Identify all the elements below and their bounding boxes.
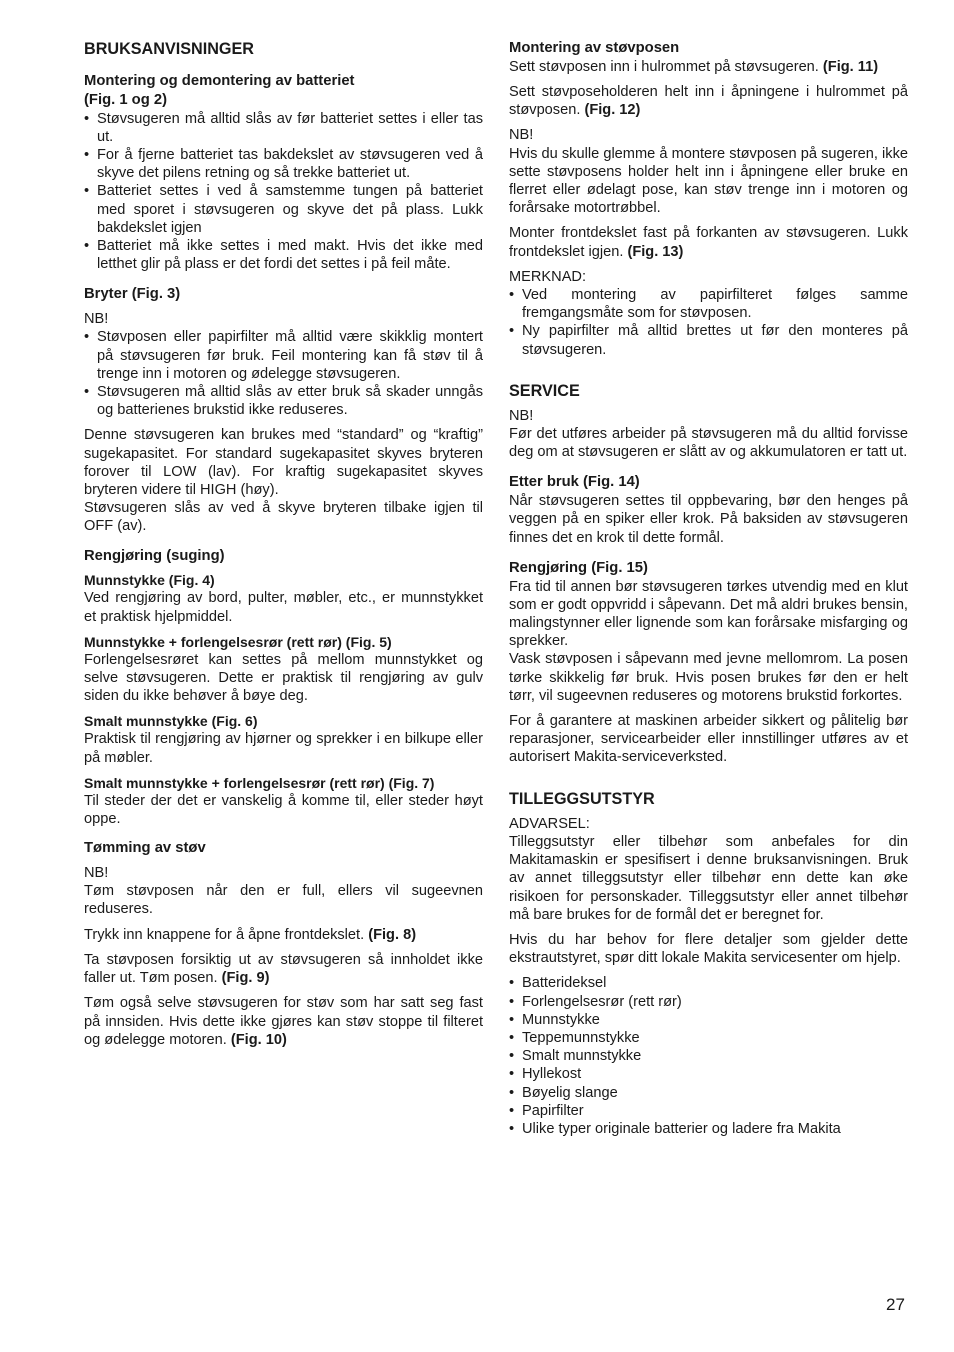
narrow-nozzle-extension-text: Til steder der det er vanskelig å komme til, eller steder høyt oppe. bbox=[84, 792, 483, 828]
list-item: • For å fjerne batteriet tas bakdekslet av støvsugeren ved å skyve det pilens retning og så trekke batteriet ut. bbox=[84, 146, 483, 182]
switch-paragraph: Denne støvsugeren kan brukes med “standard” og “kraftig” sugekapasitet. For standard sugekapasitet skyves bryteren forover til LOW (lav). For kraftig sugekapasitet skyves bryteren videre til HIGH (høy). bbox=[84, 427, 483, 499]
bag-nb-text: Hvis du skulle glemme å montere støvposen på sugeren, ikke sette støvposens holder helt inn i åpningene eller bruke en flerret eller ødelagt pose, kan støv trenge inn i motoren og forårsake motortrøbbel. bbox=[509, 145, 908, 217]
list-item: • Støvposen eller papirfilter må alltid være skikklig montert på støvsugeren før bruk. Feil montering kan få støv til å trenge inn i motoren og ødelegge støvsugeren. bbox=[84, 328, 483, 383]
emptying-nb-text: Tøm støvposen når den er full, ellers vil sugeevnen reduseres. bbox=[84, 883, 483, 918]
list-item: • Papirfilter bbox=[509, 1102, 908, 1120]
warning-label: ADVARSEL: bbox=[509, 815, 590, 832]
nozzle-text: Ved rengjøring av bord, pulter, møbler, etc., er munnstykket et praktisk hjelpmiddel. bbox=[84, 590, 483, 625]
list-item: • Munnstykke bbox=[509, 1011, 908, 1029]
nozzle-extension-text: Forlengelsesrøret kan settes på mellom munnstykket og selve støvsugeren. Dette er praktisk til rengjøring av gulv siden du ikke behøver å bøye deg. bbox=[84, 651, 483, 705]
figure-reference: (Fig. 11) bbox=[822, 58, 879, 75]
narrow-nozzle-extension-heading: Smalt munnstykke + forlengelsesrør (rett rør) (Fig. 7) bbox=[84, 774, 435, 791]
accessory-list bbox=[509, 974, 908, 1138]
step-text: Sett støvposeholderen helt inn i åpningene i hulrommet på støvposen. bbox=[509, 84, 908, 119]
list-item: • Ulike typer originale batterier og ladere fra Makita bbox=[509, 1120, 908, 1138]
right-column bbox=[509, 39, 908, 1138]
step-text: Sett støvposen inn i hulrommet på støvsugeren. bbox=[509, 58, 819, 75]
step-text: Tøm også selve støvsugeren for støv som har satt seg fast på innsiden. Hvis dette ikke gjøres kan støv stoppe til filteret og ødelegge motoren. bbox=[84, 995, 483, 1048]
list-item: • Teppemunnstykke bbox=[509, 1029, 908, 1047]
battery-bullets bbox=[84, 110, 483, 274]
step-text: Monter frontdekslet fast på forkanten av støvsugeren. Lukk frontdekslet igjen. bbox=[509, 225, 908, 260]
left-column bbox=[84, 39, 483, 1049]
list-item: • Hyllekost bbox=[509, 1065, 908, 1083]
bag-step-1 bbox=[509, 58, 908, 76]
service-nb-text: Før det utføres arbeider på støvsugeren må du alltid forvisse deg om at støvsugeren er slått av og akkumulatoren er tatt ut. bbox=[509, 426, 908, 461]
cleaning-text-2: Vask støvposen i såpevann med jevne mellomrom. La posen tørke skikkelig før bruk. Hvis posen brukes før den er helt tørr, vil sugeevnen reduseres og motorens brukstid forkortes. bbox=[509, 651, 908, 704]
list-item: • Batteriet settes i ved å samstemme tungen på batteriet med sporet i støvsugeren og skyve det på plass. Lukk bakdekslet igjen bbox=[84, 182, 483, 237]
list-item: • Støvsugeren må alltid slås av etter bruk så skader unngås og batterienes brukstid ikke reduseres. bbox=[84, 383, 483, 419]
cleaning-heading: Rengjøring (suging) bbox=[84, 547, 225, 564]
after-use-heading: Etter bruk (Fig. 14) bbox=[509, 474, 640, 491]
list-item: • Batteriet må ikke settes i med makt. Hvis det ikke med letthet glir på plass er det fordi det settes i på feil måte. bbox=[84, 237, 483, 273]
narrow-nozzle-heading: Smalt munnstykke (Fig. 6) bbox=[84, 713, 258, 730]
cleaning-fig-heading: Rengjøring (Fig. 15) bbox=[509, 559, 648, 576]
figure-reference: (Fig. 13) bbox=[627, 243, 684, 260]
list-item: • Forlengelsesrør (rett rør) bbox=[509, 993, 908, 1011]
emptying-heading: Tømming av støv bbox=[84, 840, 206, 857]
bag-note-bullets bbox=[509, 286, 908, 359]
battery-heading-fig: (Fig. 1 og 2) bbox=[84, 91, 168, 108]
help-text: Hvis du har behov for flere detaljer som gjelder dette ekstrautstyret, spør ditt lokale Makita servicesenter om hjelp. bbox=[509, 931, 908, 967]
switch-off-paragraph: Støvsugeren slås av ved å skyve bryteren tilbake igjen til OFF (av). bbox=[84, 500, 483, 535]
emptying-nb: NB! bbox=[84, 865, 109, 882]
emptying-step-1 bbox=[84, 926, 483, 944]
bag-nb: NB! bbox=[509, 127, 534, 144]
list-item: • Ved montering av papirfilteret følges samme fremgangsmåte som for støvposen. bbox=[509, 286, 908, 322]
figure-reference: (Fig. 10) bbox=[230, 1031, 287, 1048]
emptying-step-2 bbox=[84, 951, 483, 987]
page-number: 27 bbox=[886, 1295, 905, 1314]
list-item: • Smalt munnstykke bbox=[509, 1047, 908, 1065]
figure-reference: (Fig. 8) bbox=[368, 926, 417, 943]
list-item: • Støvsugeren må alltid slås av før batteriet settes i eller tas ut. bbox=[84, 110, 483, 146]
bag-step-3 bbox=[509, 224, 908, 260]
cleaning-text-1: Fra tid til annen bør støvsugeren tørkes utvendig med en klut som er godt oppvridd i såpevann. Det må aldri brukes bensin, malingstynner eller lignende som kan forårsake misfarging og sprekker. bbox=[509, 578, 908, 650]
list-item: • Bøyelig slange bbox=[509, 1084, 908, 1102]
nozzle-heading: Munnstykke (Fig. 4) bbox=[84, 572, 215, 589]
service-nb: NB! bbox=[509, 407, 534, 424]
switch-heading: Bryter (Fig. 3) bbox=[84, 286, 181, 303]
step-text: Trykk inn knappene for å åpne frontdekslet. bbox=[84, 926, 365, 943]
narrow-nozzle-text: Praktisk til rengjøring av hjørner og sprekker i en bilkupe eller på møbler. bbox=[84, 731, 483, 766]
figure-reference: (Fig. 12) bbox=[584, 102, 641, 119]
bag-step-2 bbox=[509, 83, 908, 119]
figure-reference: (Fig. 9) bbox=[221, 970, 270, 987]
list-item: • Batterideksel bbox=[509, 974, 908, 992]
switch-bullets bbox=[84, 328, 483, 419]
warning-text: Tilleggsutstyr eller tilbehør som anbefales for din Makitamaskin er spesifisert i denne bruksanvisningen. Bruk av annet tilleggsutstyr eller tilbehør enn dette kan øke risikoen for personskader. Tilleggsutstyr eller annet tilbehør må bare brukes for de formål det er beregnet for. bbox=[509, 833, 908, 923]
after-use-text: Når støvsugeren settes til oppbevaring, bør den henges på veggen på en spiker eller krok. På baksiden av støvsugeren finnes det en krok til dette formål. bbox=[509, 493, 908, 546]
step-text: Ta støvposen forsiktig ut av støvsugeren så innholdet ikke faller ut. Tøm posen. bbox=[84, 951, 483, 987]
bag-heading: Montering av støvposen bbox=[509, 40, 680, 56]
list-item: • Ny papirfilter må alltid brettes ut før den monteres på støvsugeren. bbox=[509, 322, 908, 358]
battery-heading: Montering og demontering av batteriet bbox=[84, 73, 355, 89]
repair-text: For å garantere at maskinen arbeider sikkert og pålitelig bør reparasjoner, servicearbeider eller innstillinger utføres av et autorisert Makita-serviceverksted. bbox=[509, 713, 908, 766]
section-title-instructions: BRUKSANVISNINGER bbox=[84, 40, 254, 58]
emptying-step-3 bbox=[84, 994, 483, 1049]
section-title-service: SERVICE bbox=[509, 381, 580, 400]
bag-note-label: MERKNAD: bbox=[509, 268, 587, 285]
section-title-accessories: TILLEGGSUTSTYR bbox=[509, 789, 655, 808]
switch-nb: NB! bbox=[84, 311, 109, 328]
nozzle-extension-heading: Munnstykke + forlengelsesrør (rett rør) (Fig. 5) bbox=[84, 633, 392, 650]
